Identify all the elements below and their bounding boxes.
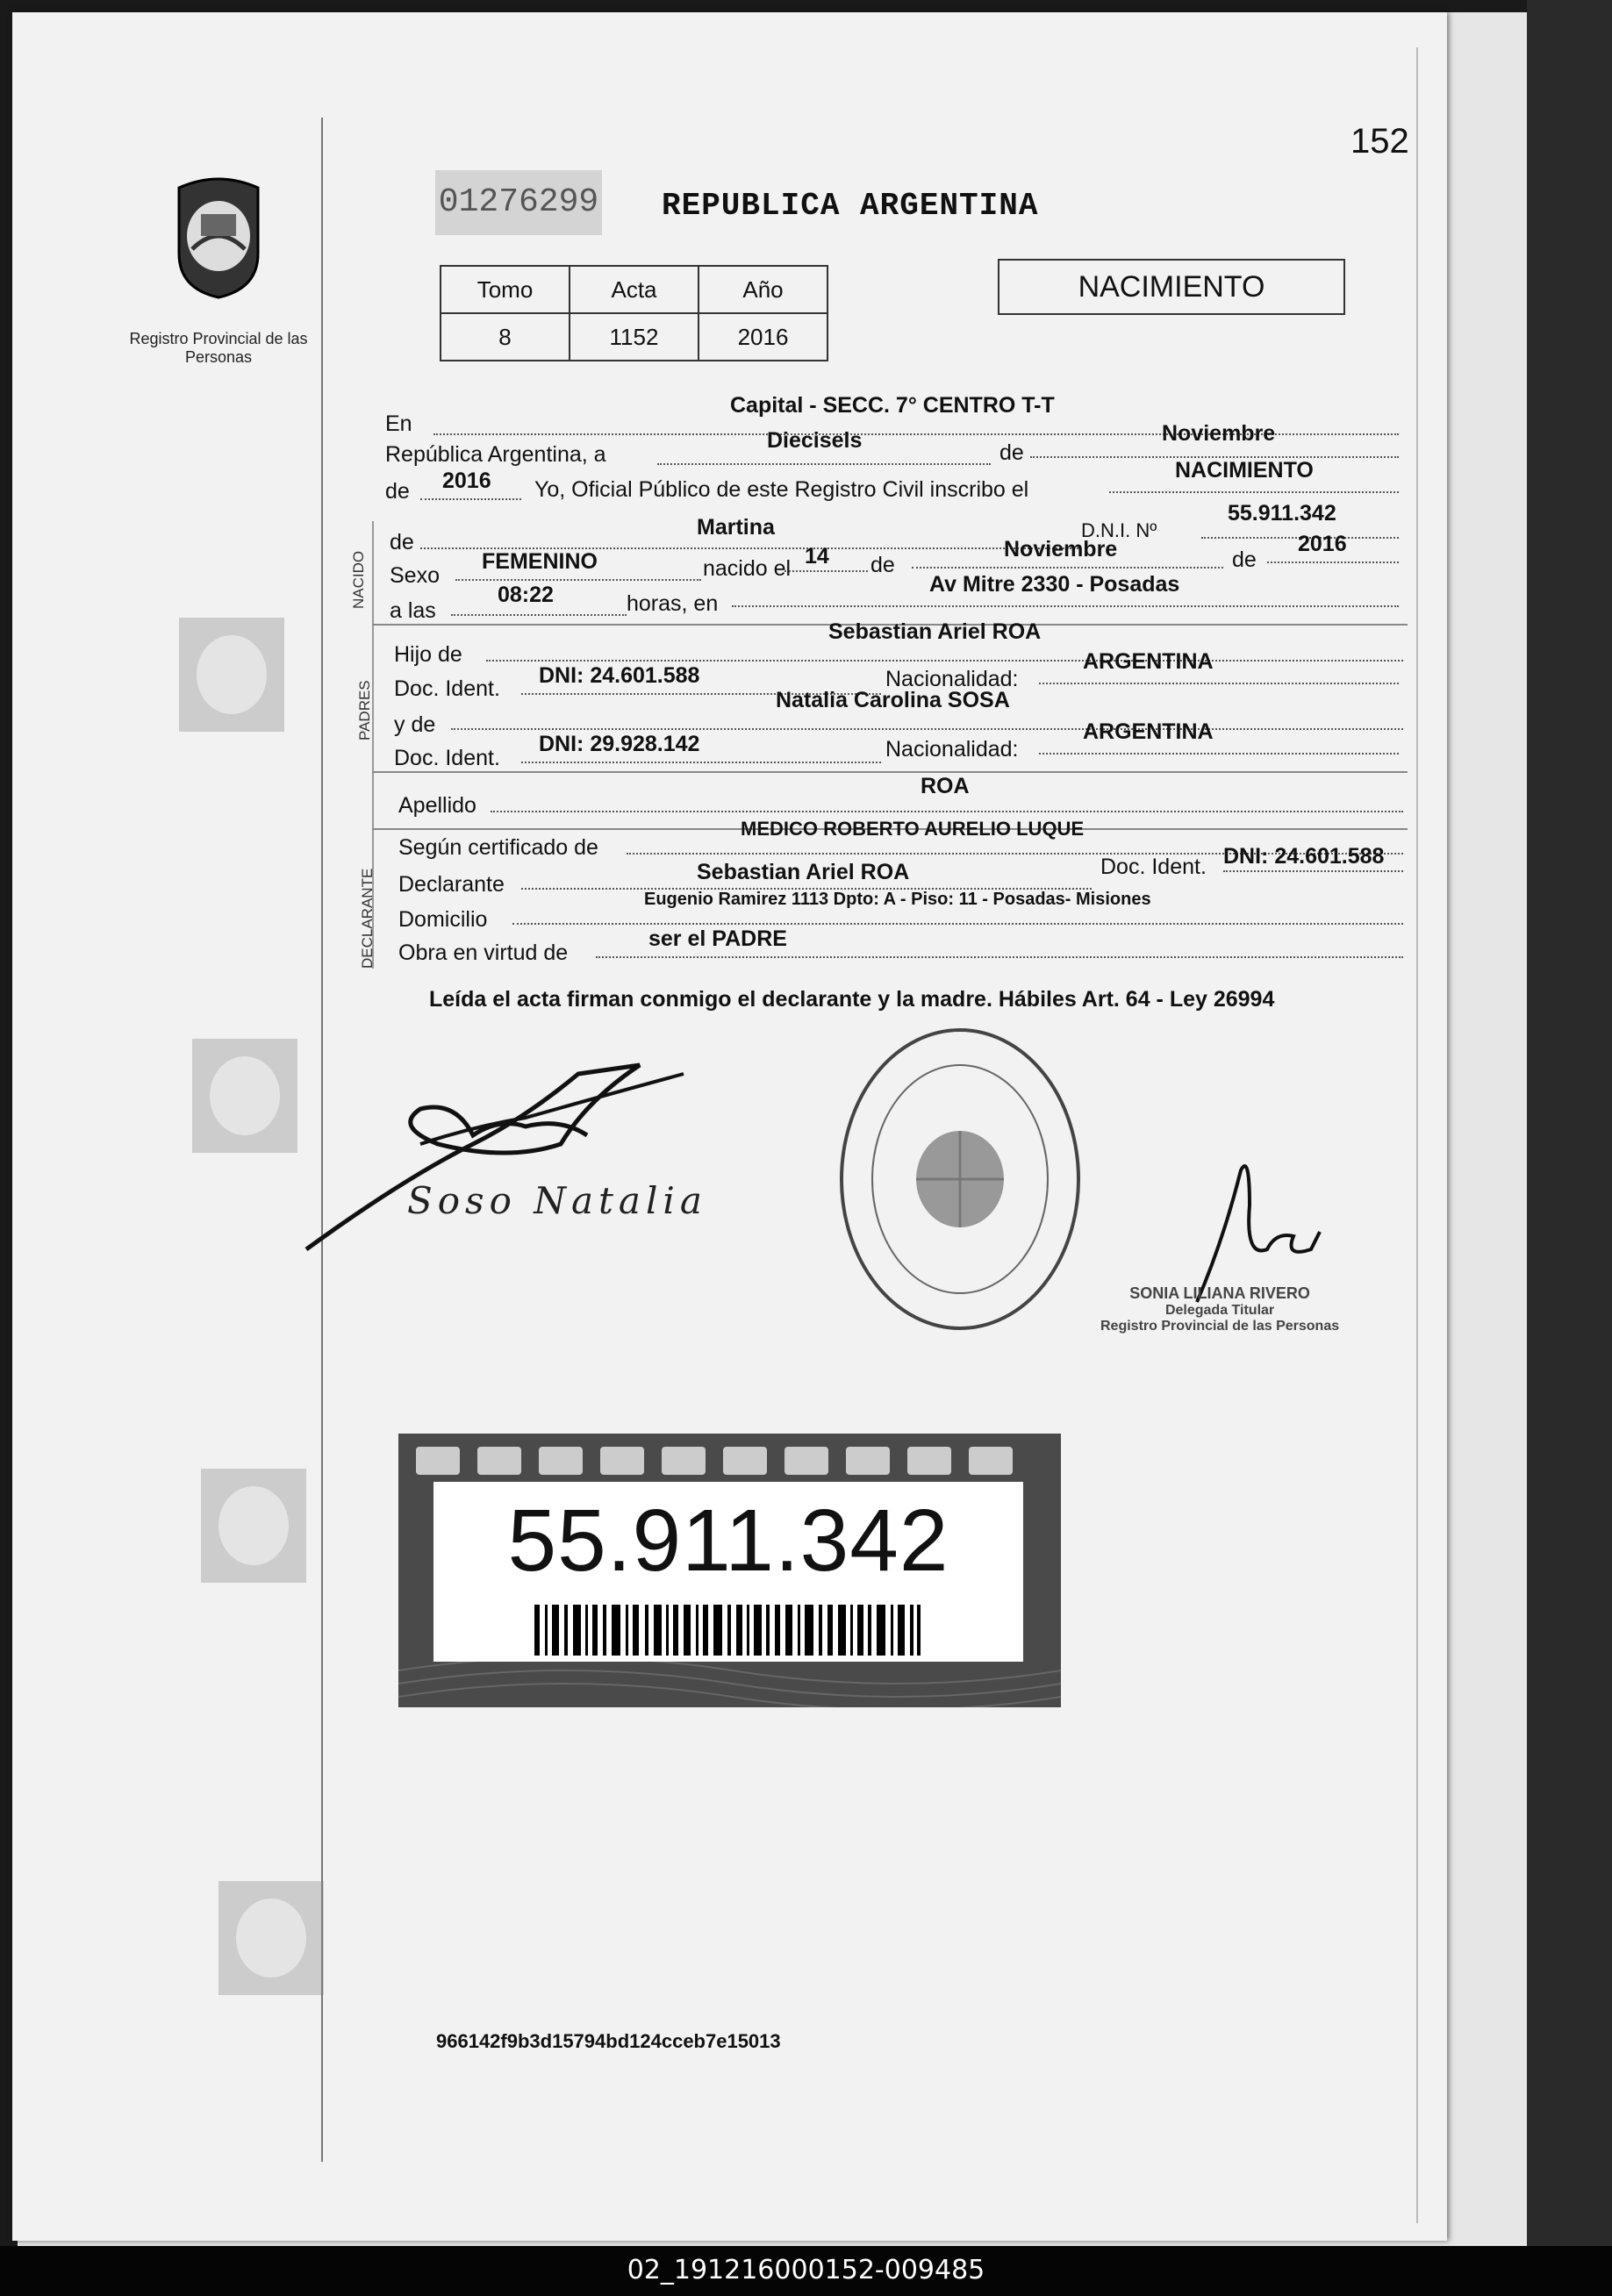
official-role: Delegada Titular: [1164, 1303, 1275, 1318]
official-name: SONIA LILIANA RIVERO: [1129, 1284, 1310, 1302]
dotted-line: [491, 811, 1403, 812]
obra-label: Obra en virtud de: [398, 941, 569, 965]
declarant-signature-icon: [297, 1039, 754, 1267]
day-value: Diecisels: [767, 428, 863, 453]
registry-acta: 1152: [570, 313, 699, 361]
father-nationality: ARGENTINA: [1083, 649, 1214, 674]
dotted-line: [420, 498, 521, 500]
sexo-value: FEMENINO: [482, 549, 598, 574]
dotted-line: [521, 762, 881, 763]
barcode-label: [433, 1482, 1023, 1662]
mother-signature-text: Soso Natalia: [407, 1179, 707, 1222]
de-label: de: [870, 553, 895, 577]
mother-name: Natalia Carolina SOSA: [776, 688, 1010, 712]
birth-year: 2016: [1298, 532, 1347, 556]
apellido-label: Apellido: [398, 793, 476, 818]
nacido-de-label: de: [390, 530, 414, 554]
dotted-line: [1223, 870, 1403, 872]
official-block: [1100, 1284, 1339, 1334]
registry-tomo: 8: [441, 313, 570, 361]
birth-day: 14: [805, 544, 829, 569]
republica-label: República Argentina, a: [385, 442, 606, 467]
dotted-line: [596, 956, 1403, 958]
serial-number: 01276299: [435, 170, 602, 235]
declarante-doc-value: DNI: 24.601.588: [1223, 844, 1385, 869]
ghost-seal-icon: [192, 1460, 315, 1591]
dotted-line: [1109, 491, 1399, 493]
nacido-el-label: nacido el: [703, 556, 792, 581]
a-las-label: a las: [390, 598, 436, 623]
nacionalidad-label: Nacionalidad:: [885, 737, 1019, 762]
registry-header-tomo: Tomo: [441, 266, 570, 313]
divider: [372, 771, 1408, 773]
declarante-value: Sebastian Ariel ROA: [697, 860, 910, 884]
misiones-coat-of-arms-logo: [153, 170, 284, 302]
registry-header-acta: Acta: [570, 266, 699, 313]
dotted-line: [1267, 561, 1399, 563]
logo-caption: Registro Provincial de las Personas: [129, 330, 308, 366]
registry-table: [440, 265, 828, 361]
record-type-box: NACIMIENTO: [998, 259, 1345, 315]
ghost-seal-icon: [183, 1030, 306, 1162]
child-name: Martina: [697, 515, 775, 540]
mother-doc: DNI: 29.928.142: [539, 732, 700, 756]
certificado-label: Según certificado de: [398, 835, 598, 860]
place-value: Capital - SECC. 7° CENTRO T-T: [730, 393, 1055, 418]
sexo-label: Sexo: [390, 563, 440, 588]
inscribe-value: NACIMIENTO: [1175, 458, 1314, 483]
official-institution: Registro Provincial de las Personas: [1100, 1319, 1340, 1334]
file-label: 02_191216000152-009485: [627, 2255, 985, 2285]
doc-ident-label: Doc. Ident.: [394, 676, 500, 701]
closing-text: Leída el acta firman conmigo el declarante y la madre. Hábiles Art. 64 - Ley 26994: [429, 987, 1275, 1012]
stamp-text: [890, 1004, 916, 1005]
domicilio-label: Domicilio: [398, 907, 488, 932]
dotted-line: [657, 463, 991, 465]
barcode-number: 55.911.342: [507, 1491, 949, 1590]
domicilio-value: Eugenio Ramirez 1113 Dpto: A - Piso: 11 - Posadas- Misiones: [644, 890, 1151, 909]
nacionalidad-label: Nacionalidad:: [885, 667, 1019, 691]
hijo-de-label: Hijo de: [394, 642, 462, 667]
registry-header-ano: Año: [699, 266, 827, 313]
month-value: Noviembre: [1162, 421, 1276, 446]
ghost-seal-icon: [170, 609, 293, 740]
certificado-value: MEDICO ROBERTO AURELIO LUQUE: [741, 818, 1085, 840]
en-label: En: [385, 411, 412, 436]
right-margin-line: [1416, 47, 1418, 2223]
page-number: 152: [1350, 122, 1409, 161]
horas-label: horas, en: [627, 591, 719, 616]
declarante-label: Declarante: [398, 872, 505, 897]
barcode-sticker: [398, 1434, 1061, 1707]
birth-place: Av Mitre 2330 - Posadas: [929, 572, 1180, 597]
dotted-line: [1039, 753, 1399, 755]
dotted-line: [451, 614, 627, 616]
year-prefix: de: [385, 479, 410, 504]
dotted-line: [912, 567, 1223, 569]
y-de-label: y de: [394, 712, 436, 737]
dni-label: D.N.I. Nº: [1081, 519, 1157, 541]
official-stamp-icon: [833, 1021, 1087, 1337]
father-name: Sebastian Ariel ROA: [828, 619, 1042, 644]
declarante-doc-label: Doc. Ident.: [1100, 855, 1207, 879]
document-page: [12, 12, 1447, 2241]
country-title: REPUBLICA ARGENTINA: [662, 188, 1039, 224]
apellido-value: ROA: [921, 774, 970, 798]
birth-time: 08:22: [498, 583, 554, 607]
doc-ident-label: Doc. Ident.: [394, 746, 500, 770]
dotted-line: [451, 728, 1403, 730]
mother-nationality: ARGENTINA: [1083, 719, 1214, 744]
registry-ano: 2016: [699, 313, 827, 361]
de-label: de: [999, 440, 1024, 465]
dotted-line: [486, 660, 1403, 662]
dotted-line: [1039, 683, 1399, 684]
dotted-line: [455, 579, 701, 581]
obra-value: ser el PADRE: [648, 926, 787, 951]
dotted-line: [732, 605, 1399, 607]
declarante-section-label: DECLARANTE: [359, 868, 376, 969]
dotted-line: [785, 570, 868, 572]
child-dni: 55.911.342: [1228, 501, 1336, 526]
birth-month: Noviembre: [1004, 537, 1118, 561]
stamp-inner-text: [890, 1005, 901, 1006]
de-label: de: [1232, 547, 1257, 572]
year-value: 2016: [442, 468, 491, 493]
ghost-seal-icon: [210, 1872, 333, 2004]
barcode-icon: [534, 1605, 921, 1656]
father-doc: DNI: 24.601.588: [539, 663, 700, 688]
padres-section-label: PADRES: [356, 680, 373, 740]
background-edge: [1527, 0, 1612, 2296]
nacido-section-label: NACIDO: [350, 550, 367, 609]
dotted-line: [512, 923, 1403, 925]
document-hash: 966142f9b3d15794bd124cceb7e15013: [436, 2030, 781, 2052]
inscribe-text: Yo, Oficial Público de este Registro Civil inscribo el: [534, 477, 1029, 502]
